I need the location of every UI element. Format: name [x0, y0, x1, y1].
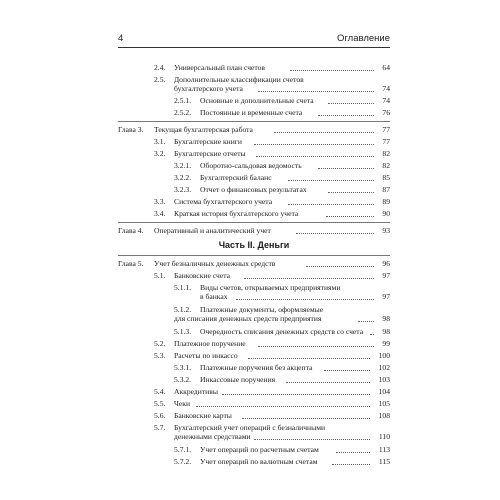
- entry-title: Учет безналичных денежных средств: [154, 259, 276, 268]
- entry-title: Платежное поручение: [174, 339, 246, 348]
- toc-entry[interactable]: [118, 271, 390, 283]
- entry-number: 2.5.1.: [174, 96, 192, 105]
- entry-page: 82: [382, 149, 390, 158]
- dot-leader: [318, 168, 374, 169]
- dot-leader: [288, 180, 374, 181]
- entry-number: 5.3.2.: [174, 375, 192, 384]
- toc-entry[interactable]: [118, 125, 390, 137]
- part-title: Часть II. Деньги: [218, 240, 290, 250]
- entry-page: 77: [382, 125, 390, 134]
- entry-title: Учет операций по расчетным счетам: [200, 445, 319, 454]
- entry-title: Бухгалтерский баланс: [200, 173, 272, 182]
- entry-title: Текущая бухгалтерская работа: [154, 125, 253, 134]
- entry-title: Основные и дополнительные счета: [200, 96, 314, 105]
- entry-title: Краткая история бухгалтерского учета: [174, 209, 299, 218]
- dot-leader: [296, 233, 374, 234]
- page-number: 4: [118, 33, 124, 44]
- entry-page: 104: [378, 387, 390, 396]
- entry-title-continued: в банках: [200, 292, 228, 301]
- toc-entry[interactable]: [118, 327, 390, 339]
- entry-title: Оперативный и аналитический учет: [154, 226, 271, 235]
- dot-leader: [358, 321, 374, 322]
- entry-number: 5.2.: [154, 339, 166, 348]
- toc-entry[interactable]: [118, 339, 390, 351]
- toc-entry[interactable]: [118, 161, 390, 173]
- chapter-label: Глава 4.: [118, 226, 144, 235]
- entry-title-continued: для списания денежных средств предприятия: [174, 314, 322, 323]
- entry-title: Дополнительные классификации счетов: [174, 75, 304, 84]
- toc-entry[interactable]: [118, 96, 390, 108]
- entry-page: 89: [382, 197, 390, 206]
- toc-entry[interactable]: [118, 363, 390, 375]
- toc-entry[interactable]: [118, 411, 390, 423]
- entry-number: 5.7.: [154, 423, 166, 432]
- entry-number: 2.5.: [154, 75, 166, 84]
- entry-title: Учет операций по валютным счетам: [200, 457, 318, 466]
- dot-leader: [328, 103, 374, 104]
- dot-leader: [328, 192, 374, 193]
- entry-title-continued: денежными средствами: [174, 432, 251, 441]
- entry-number: 2.5.2.: [174, 108, 192, 117]
- entry-title: Постоянные и временные счета: [200, 108, 303, 117]
- dot-leader: [336, 452, 370, 453]
- entry-page: 98: [382, 327, 390, 336]
- toc-entry[interactable]: [118, 399, 390, 411]
- entry-page: 90: [382, 209, 390, 218]
- entry-page: 87: [382, 185, 390, 194]
- dot-leader: [290, 70, 374, 71]
- entry-number: 3.1.: [154, 137, 166, 146]
- chapter-label: Глава 5.: [118, 259, 144, 268]
- dot-leader: [288, 204, 374, 205]
- toc-entry[interactable]: [118, 75, 390, 96]
- entry-page: 115: [378, 457, 390, 466]
- dot-leader: [248, 358, 370, 359]
- entry-page: 96: [382, 259, 390, 268]
- entry-number: 3.2.2.: [174, 173, 192, 182]
- entry-page: 85: [382, 173, 390, 182]
- entry-page: 77: [382, 137, 390, 146]
- entry-title: Система бухгалтерского учета: [174, 197, 273, 206]
- entry-title: Банковские счета: [174, 271, 231, 280]
- toc-entry[interactable]: [118, 209, 390, 221]
- toc-entry[interactable]: [118, 351, 390, 363]
- entry-title: Банковские карты: [174, 411, 232, 420]
- chapter-label: Глава 3.: [118, 125, 144, 134]
- entry-number: 3.4.: [154, 209, 166, 218]
- dot-leader: [254, 144, 374, 145]
- dot-leader: [256, 156, 374, 157]
- dot-leader: [242, 418, 370, 419]
- entry-page: 64: [382, 63, 390, 72]
- entry-page: 108: [378, 411, 390, 420]
- toc-entry[interactable]: [118, 63, 390, 75]
- entry-page: 110: [378, 432, 390, 441]
- entry-number: 3.2.1.: [174, 161, 192, 170]
- entry-page: 99: [382, 339, 390, 348]
- toc-entry[interactable]: [118, 305, 390, 326]
- entry-title: Аккредитивы: [174, 387, 218, 396]
- entry-title: Универсальный план счетов: [174, 63, 266, 72]
- toc-entry[interactable]: [118, 197, 390, 209]
- entry-number: 5.3.: [154, 351, 166, 360]
- entry-page: 82: [382, 161, 390, 170]
- dot-leader: [258, 91, 374, 92]
- entry-title-continued: бухгалтерского учета: [174, 84, 243, 93]
- dot-leader: [326, 216, 374, 217]
- entry-number: 5.7.2.: [174, 457, 192, 466]
- entry-page: 102: [378, 363, 390, 372]
- dot-leader: [324, 370, 370, 371]
- dot-leader: [318, 115, 374, 116]
- section-divider: [118, 121, 390, 122]
- dot-leader: [222, 394, 370, 395]
- toc-entry[interactable]: [118, 185, 390, 197]
- toc-entry[interactable]: [118, 173, 390, 185]
- dot-leader: [258, 346, 374, 347]
- entry-title: Отчет о финансовых результатах: [200, 185, 307, 194]
- section-divider: [118, 255, 390, 256]
- toc-entry[interactable]: [118, 226, 390, 238]
- entry-number: 3.2.3.: [174, 185, 192, 194]
- entry-title: Расчеты по инкассо: [174, 351, 238, 360]
- entry-number: 3.3.: [154, 197, 166, 206]
- running-title: Оглавление: [337, 33, 390, 44]
- entry-page: 103: [378, 375, 390, 384]
- toc-entry[interactable]: [118, 387, 390, 399]
- entry-page: 113: [378, 445, 390, 454]
- entry-number: 5.5.: [154, 399, 166, 408]
- dot-leader: [254, 439, 370, 440]
- entry-title: Оборотно-сальдовая ведомость: [200, 161, 302, 170]
- entry-title: Платежные поручения без акцепта: [200, 363, 313, 372]
- entry-page: 105: [378, 399, 390, 408]
- toc-entry[interactable]: [118, 259, 390, 271]
- entry-number: 2.4.: [154, 63, 166, 72]
- entry-number: 5.7.1.: [174, 445, 192, 454]
- entry-number: 5.4.: [154, 387, 166, 396]
- entry-number: 5.1.3.: [174, 327, 192, 336]
- toc-entry[interactable]: [118, 108, 390, 120]
- entry-page: 74: [382, 96, 390, 105]
- dot-leader: [286, 382, 370, 383]
- entry-title: Бухгалтерские книги: [174, 137, 242, 146]
- entry-title: Чеки: [174, 399, 191, 408]
- dot-leader: [236, 299, 374, 300]
- entry-number: 5.6.: [154, 411, 166, 420]
- entry-title: Очередность списания денежных средств со счета: [200, 327, 364, 336]
- toc-entry[interactable]: [118, 149, 390, 161]
- entry-page: 74: [382, 84, 390, 93]
- dot-leader: [244, 278, 374, 279]
- section-divider: [118, 222, 390, 223]
- dot-leader: [196, 406, 370, 407]
- entry-page: 93: [382, 226, 390, 235]
- entry-number: 5.1.: [154, 271, 166, 280]
- entry-title: Платежные документы, оформляемые: [200, 305, 324, 314]
- entry-title: Инкассовые поручения: [200, 375, 276, 384]
- entry-page: 100: [378, 351, 390, 360]
- entry-page: 97: [382, 292, 390, 301]
- toc-entry[interactable]: [118, 457, 390, 469]
- dot-leader: [332, 464, 370, 465]
- entry-title: Бухгалтерские отчеты: [174, 149, 246, 158]
- entry-number: 5.1.2.: [174, 305, 192, 314]
- toc-entry[interactable]: [118, 423, 390, 444]
- entry-page: 98: [382, 314, 390, 323]
- dot-leader: [274, 132, 374, 133]
- entry-title: Бухгалтерский учет операций с безналичными: [174, 423, 326, 432]
- entry-number: 5.1.1.: [174, 283, 192, 292]
- toc-entry[interactable]: [118, 375, 390, 387]
- entry-page: 97: [382, 271, 390, 280]
- toc-entry[interactable]: [118, 445, 390, 457]
- toc-entry[interactable]: [118, 137, 390, 149]
- dot-leader: [370, 334, 374, 335]
- entry-number: 5.3.1.: [174, 363, 192, 372]
- toc-entry[interactable]: [118, 283, 390, 304]
- entry-number: 3.2.: [154, 149, 166, 158]
- entry-page: 76: [382, 108, 390, 117]
- entry-title: Виды счетов, открываемых предприятиями: [200, 283, 341, 292]
- dot-leader: [306, 266, 374, 267]
